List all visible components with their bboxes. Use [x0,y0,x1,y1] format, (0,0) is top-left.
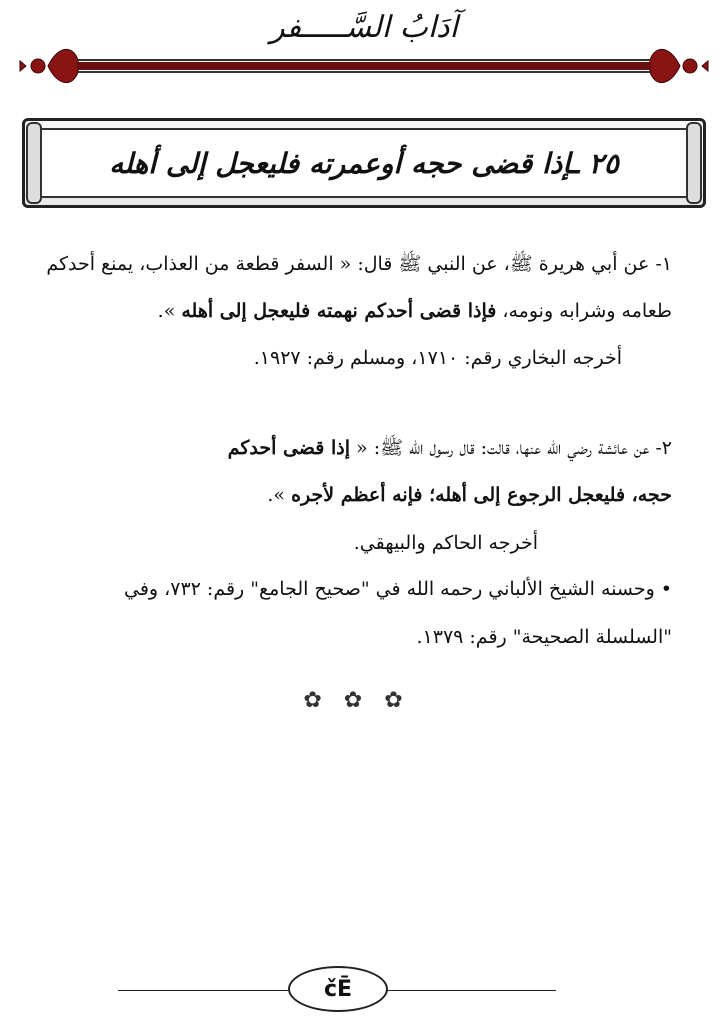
hadith-1-line-1: ١- عن أبي هريرة ﷺ، عن النبي ﷺ قال: « السفر قطعة من العذاب، يمنع أحدكم [46,253,672,275]
footer-line-right [384,990,556,991]
hadith-2-note-line-1: • وحسنه الشيخ الألباني رحمه الله في "صحيح الجامع" رقم: ٧٣٢، وفي [123,578,672,600]
page-number: čĒ [288,966,388,1012]
hadith-1-line-2: طعامه وشرابه ونومه، فإذا قضى أحدكم نهمته فليعجل إلى أهله ». [157,300,672,322]
hadith-2-line-2: حجه، فليعجل الرجوع إلى أهله؛ فإنه أعظم لأجره ». [267,484,672,506]
chapter-banner [22,118,706,208]
hadith-1-source: أخرجه البخاري رقم: ١٧١٠، ومسلم رقم: ١٩٢٧. [253,347,622,369]
divider-stars-icon: ✿✿✿ [303,688,425,713]
hadith-2-note-line-2: "السلسلة الصحيحة" رقم: ١٣٧٩. [416,626,672,648]
book-title: آدَابُ السَّـــــفر [270,10,458,45]
footer-line-left [118,990,288,991]
hadith-2-line-1: ٢- عن عائشة رضي الله عنها، قالت: قال رسول الله ﷺ: « إذا قضى أحدكم [227,437,672,459]
chapter-title: ٢٥ ـإذا قضى حجه أوعمرته فليعجل إلى أهله [109,146,619,180]
hadith-2-source: أخرجه الحاكم والبيهقي. [353,532,538,554]
header-ornament-icon [18,35,710,97]
